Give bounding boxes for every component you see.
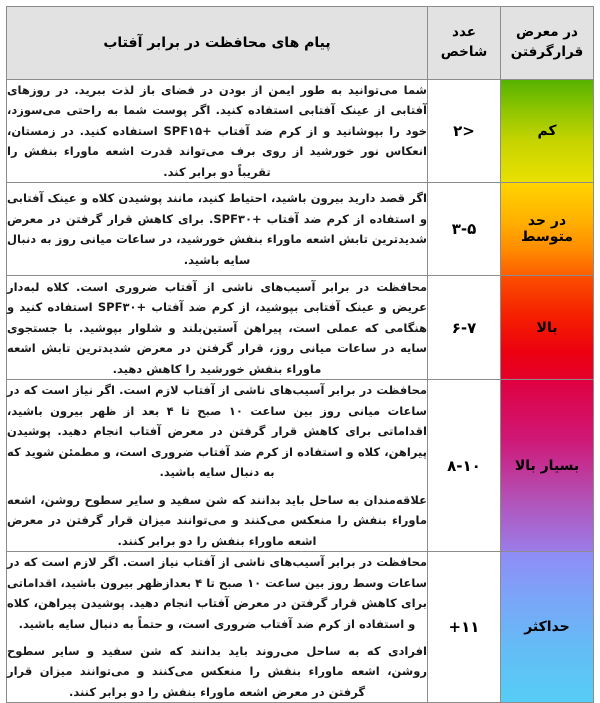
index-value-cell: ۶-۷: [428, 276, 501, 380]
exposure-level-cell: [501, 552, 594, 703]
column-header-exposure-line2: قرارگرفتن: [510, 44, 584, 60]
table-header: [7, 7, 594, 80]
exposure-level-label: کم: [537, 123, 557, 140]
protection-message-paragraph: محافظت در برابر آسیب‌های ناشی از آفتاب نیاز است. اگر لازم است که در ساعات وسط روز بین ساعت ۱۰ صبح تا ۴ بعدازظهر بیرون باشید، اقداماتی برای کاهش قرار گرفتن در معرض آفتاب انجام دهید. پوشیدن پیراهن، کلاه و استفاده از کرم ضد آفتاب ضروری است، و حتماً به دنبال سایه باشید.: [7, 555, 427, 631]
protection-message-cell: [7, 183, 428, 276]
protection-message-paragraph: شما می‌توانید به طور ایمن از بودن در فضای باز لذت ببرید. در روزهای آفتابی از عینک آفتابی استفاده کنید. اگر پوست شما به راحتی می‌سوزد، خود را بپوشانید و از کرم ضد آفتاب +SPF۱۵ استفاده کنید. در زمستان، انعکاس نور خورشید از روی برف می‌تواند قدرت اشعه ماوراء بنفش را تقریباً دو برابر کند.: [7, 83, 427, 179]
column-header-exposure: [501, 7, 594, 80]
table-row: [7, 552, 594, 703]
column-header-message: پیام های محافظت در برابر آفتاب: [7, 7, 428, 80]
column-header-index-line1: عدد: [452, 24, 476, 41]
table-row: [7, 183, 594, 276]
column-header-index-line2: شاخص: [440, 44, 488, 60]
exposure-level-cell: [501, 380, 594, 552]
table-row: [7, 80, 594, 183]
protection-message-cell: [7, 80, 428, 183]
exposure-level-label: بسیار بالا: [514, 457, 580, 474]
protection-message-paragraph: محافظت در برابر آسیب‌های ناشی از آفتاب ضروری است. کلاه لبه‌دار عریض و عینک آفتابی بپوشید، از کرم ضد آفتاب +SPF۳۰ استفاده کنید و هنگامی که عملی است، پیراهن آستین‌بلند و شلوار بپوشید. با جستجوی سایه در ساعات میانی روز، قرار گرفتن در معرض شدیدترین تابش اشعه ماوراء بنفش خورشید را کاهش دهید.: [7, 279, 427, 376]
table-row: [7, 276, 594, 380]
index-value-cell: <۲: [428, 80, 501, 183]
protection-message-cell: [7, 276, 428, 380]
column-header-exposure-line1: در معرض: [516, 24, 578, 41]
table-body: [7, 80, 594, 703]
exposure-level-cell: [501, 276, 594, 380]
uv-index-table: [6, 6, 594, 703]
table-row: [7, 380, 594, 552]
column-header-index: [428, 7, 501, 80]
protection-message-cell: [7, 552, 428, 703]
exposure-level-label: در حد متوسط: [521, 213, 573, 246]
index-value-cell: ۱۱+: [428, 552, 501, 703]
exposure-level-label: بالا: [536, 319, 558, 336]
protection-message-paragraph: علاقه‌مندان به ساحل باید بدانند که شن سفید و سایر سطوح روشن، اشعه ماوراء بنفش را منعکس می‌کنند و می‌توانند میزان قرار گرفتن در معرض اشعه ماوراء بنفش را دو برابر کنند.: [7, 492, 427, 548]
protection-message-paragraph: محافظت در برابر آسیب‌های ناشی از آفتاب لازم است. اگر نیاز است که در ساعات میانی روز بین ساعت ۱۰ صبح تا ۴ بعد از ظهر بیرون باشید، اقداماتی برای کاهش قرار گرفتن در معرض آفتاب انجام دهید. پوشیدن پیراهن، کلاه و استفاده از کرم ضد آفتاب ضروری است، و مطمئن شوید که به دنبال سایه باشید.: [7, 383, 427, 480]
exposure-level-cell: [501, 80, 594, 183]
protection-message-paragraph: افرادی که به ساحل می‌روند باید بدانند که شن سفید و سایر سطوح روشن، اشعه ماوراء بنفش را منعکس می‌کنند و می‌توانند میزان قرار گرفتن در معرض اشعه ماوراء بنفش را دو برابر کنند.: [7, 643, 427, 699]
protection-message-cell: [7, 380, 428, 552]
exposure-level-cell: [501, 183, 594, 276]
index-value-cell: ۳-۵: [428, 183, 501, 276]
header-row: [7, 7, 594, 80]
index-value-cell: ۸-۱۰: [428, 380, 501, 552]
exposure-level-label: حداکثر: [524, 619, 570, 636]
protection-message-paragraph: اگر قصد دارید بیرون باشید، احتیاط کنید، مانند پوشیدن کلاه و عینک آفتابی و استفاده از کرم ضد آفتاب +SPF۳۰. برای کاهش قرار گرفتن در معرض شدیدترین تابش اشعه ماوراء بنفش خورشید، در ساعات میانی روز به دنبال سایه باشید.: [7, 191, 427, 267]
